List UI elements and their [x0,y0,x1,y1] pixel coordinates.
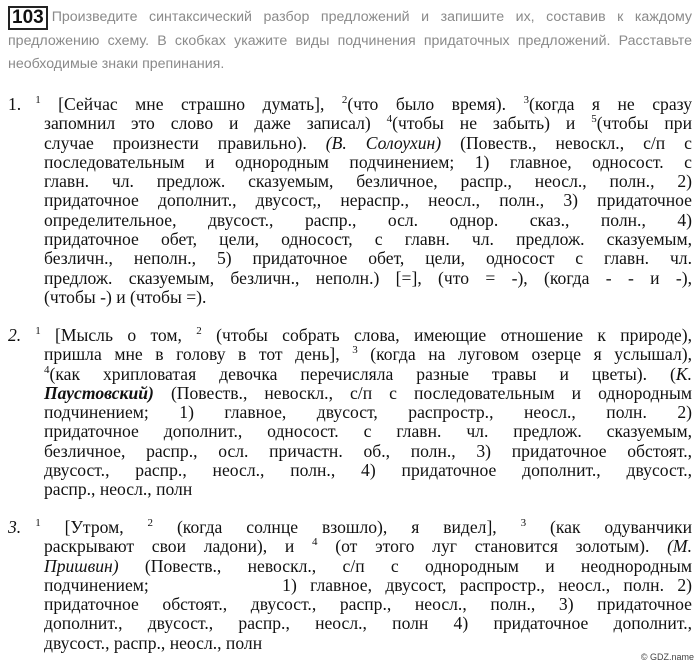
text-run: (когда на луговом озерце я услышал), [357,344,692,365]
text-line [8,269,692,288]
text-run: распр., неосл., полн [44,479,193,500]
text-line [8,614,692,633]
author-name: Пришвин) [44,555,119,576]
text-run: запомнил это слово и даже записал) [44,113,387,134]
text-line [8,403,692,422]
text-run: подчинением; 1) главное, двусост, распростр., неосл., полн. 2) [44,574,692,595]
text-run: случае произнести правильно). [44,132,326,153]
text-line [8,172,692,191]
text-line [8,595,692,614]
text-line [8,480,692,499]
clause-index: 4 [44,363,50,376]
text-run: (Повеств., невоскл., с/п с последовательным и однородным [153,382,692,403]
clause-index: 3 [352,344,358,357]
text-run: подчинением; 1) главное, двусост, распростр., неосл., полн. 2) [44,402,692,423]
item-number: 1. [8,94,22,114]
watermark: © GDZ.name [640,652,694,662]
text-run: (чтобы собрать слова, имеющие отношение к природе), [201,325,692,345]
clause-index: 2 [196,325,202,337]
text-run: двусост., распр., неосл., полн., 4) придаточное дополнит., двусост., [44,460,692,481]
text-run: последовательным и однородным подчинением; 1) главное, односост. с [44,151,692,172]
text-line [8,95,692,114]
text-run: (когда я не сразу [529,94,693,114]
text-line [8,537,692,556]
text-line [8,365,692,384]
text-line [8,134,692,153]
text-line [8,461,692,480]
item-number: 2. [8,325,22,345]
text-line [8,442,692,461]
text-line [8,576,692,595]
text-run: (как хрипловатая девочка перечисляла разные травы и цветы). ( [49,363,676,384]
text-run: придаточное дополнит., двусост,, нераспр., неосл., полн., 3) придаточное [44,190,692,211]
author-name: (В. Солоухин) [325,132,442,153]
text-run: определительное, двусост., распр., осл. однор. сказ., полн., 4) [44,209,692,230]
author-name: Паустовский) [44,382,154,403]
clause-index: 3 [523,94,530,106]
text-line [8,211,692,230]
text-run: придаточное обет, цели, односост, с главн. чл. предлож. сказуемым, [44,229,692,250]
text-line [8,153,692,172]
text-run: [Утром, [40,517,148,537]
text-run: безличное, распр., осл. причастн. об., полн., 3) придаточное обстоят., [44,440,692,461]
clause-index: 3 [520,517,527,529]
text-run: [Мысль о том, [40,325,197,345]
text-line [8,345,692,364]
author-name: (М. [667,536,692,557]
text-line [8,634,692,653]
task-instruction [8,6,692,75]
text-run: двусост., распр., неосл., полн [44,632,263,653]
text-line [8,114,692,133]
task-text: Произведите синтаксический разбор предложений и запишите их, составив к каждому предложению схему. В скобках укажите виды подчинения придаточных предложений. Расставьте необходимые знаки препинания. [8,9,692,72]
clause-index: 1 [35,325,41,337]
text-line [8,288,692,307]
text-run: [Сейчас мне страшно думать], [40,94,342,114]
text-line [8,249,692,268]
text-run: дополнит., двусост., распр., неосл., полн 4) придаточное дополнит., [44,613,692,634]
text-run: (чтобы не забыть) и [392,113,592,134]
text-line [8,326,692,345]
item-number: 3. [8,517,22,537]
clause-index: 5 [591,113,597,126]
answer-item-3 [8,518,692,653]
text-run: пришла мне в голову в тот день], [44,344,353,365]
text-run: (когда солнце взошло), я видел], [153,517,521,537]
text-run: (чтобы -) и (чтобы =). [44,286,207,307]
clause-index: 4 [386,113,393,126]
text-line [8,384,692,403]
text-run: безличн., неполн., 5) придаточное обет, цели, односост с главн. чл. [44,248,692,269]
text-run: (Повеств., невоскл., с/п с однородным и неоднородным [118,555,692,576]
text-line [8,422,692,441]
text-run: (чтобы при [596,113,692,134]
text-run: придаточное дополнит., односост. с главн. чл. предлож. сказуемым, [44,421,692,442]
answer-item-1 [8,95,692,307]
clause-index: 2 [147,517,154,529]
text-line [8,191,692,210]
text-run: (Повеств., невоскл., с/п с [441,132,692,153]
text-run: придаточное обстоят., двусост., распр., неосл., полн., 3) придаточное [44,594,692,615]
text-line [8,557,692,576]
clause-index: 1 [35,94,41,106]
text-run: раскрывают свои ладони), и [44,536,313,557]
text-line [8,230,692,249]
clause-index: 4 [312,536,318,549]
text-line [8,518,692,537]
text-run: предлож. сказуемым, безличн., неполн.) [=], (что = -), (когда - - и -), [44,267,692,288]
text-run: (что было время). [347,94,524,114]
clause-index: 1 [35,517,41,529]
author-name: К. [675,363,692,384]
text-run: (от этого луг становится золотым). [317,536,668,557]
text-run: (как одуванчики [526,517,692,537]
task-number: 103 [8,6,48,30]
clause-index: 2 [341,94,348,106]
text-run: главн. чл. предлож. сказуемым, безличное, распр., неосл., полн., 2) [44,171,692,192]
answer-item-2 [8,326,692,500]
